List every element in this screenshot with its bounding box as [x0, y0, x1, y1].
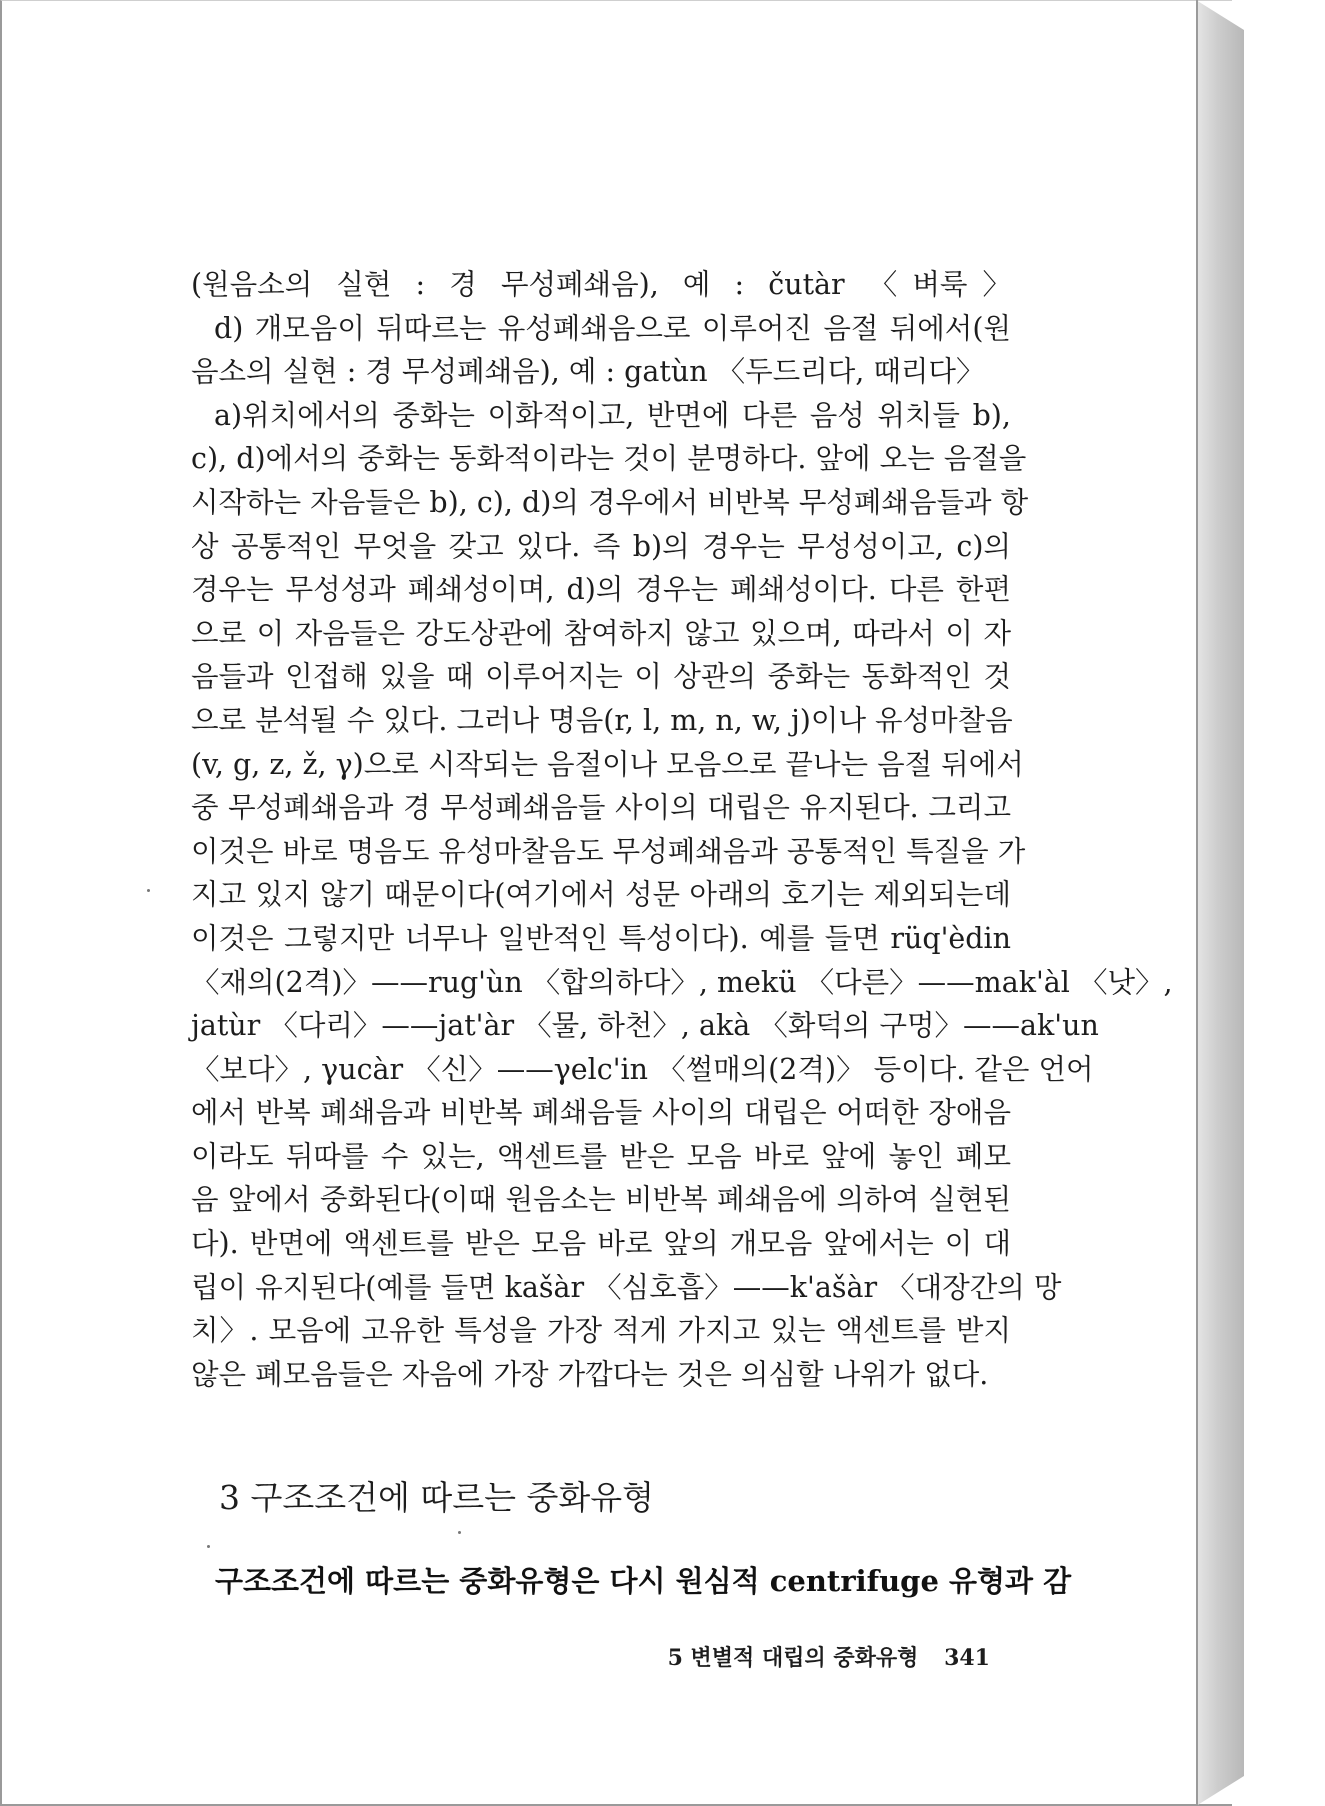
text-line: (v, g, z, ž, γ)으로 시작되는 음절이나 모음으로 끝나는 음절 뒤에서 [191, 747, 1024, 781]
text-line: 립이 유지된다(예를 들면 kašàr 〈심호흡〉——k'ašàr 〈대장간의 망 [191, 1270, 1062, 1304]
text-line: a)위치에서의 중화는 이화적이고, 반면에 다른 음성 위치들 b), [214, 398, 1011, 432]
scan-speck [458, 1531, 461, 1534]
running-footer [650, 1641, 990, 1672]
text-line: 〈재의(2격)〉——rug'ùn 〈합의하다〉, mekü 〈다른〉——mak'àl 〈낫〉, [191, 965, 1173, 999]
text-line: 치〉. 모음에 고유한 특성을 가장 적게 가지고 있는 액센트를 받지 [191, 1314, 1011, 1348]
text-line: c), d)에서의 중화는 동화적이라는 것이 분명하다. 앞에 오는 음절을 [191, 442, 1027, 476]
text-line: 음소의 실현 : 경 무성폐쇄음), 예 : gatùn 〈두드리다, 때리다〉 [191, 355, 985, 389]
text-line: jatùr 〈다리〉——jat'àr 〈물, 하천〉, akà 〈화덕의 구멍〉——ak'un [191, 1009, 1099, 1043]
text-line: 중 무성폐쇄음과 경 무성폐쇄음들 사이의 대립은 유지된다. 그리고 [191, 791, 1011, 825]
page-edge-line [1196, 0, 1198, 1806]
scan-speck [207, 1545, 210, 1548]
text-line: 경우는 무성성과 폐쇄성이며, d)의 경우는 폐쇄성이다. 다른 한편 [191, 573, 1011, 607]
section-first-line: 구조조건에 따르는 중화유형은 다시 원심적 centrifuge 유형과 감 [215, 1564, 1072, 1598]
text-line: 시작하는 자음들은 b), c), d)의 경우에서 비반복 무성폐쇄음들과 항 [191, 485, 1029, 519]
scan-speck [147, 889, 150, 892]
page-number: 341 [944, 1645, 990, 1671]
text-line: 음들과 인접해 있을 때 이루어지는 이 상관의 중화는 동화적인 것 [191, 660, 1011, 694]
text-line: 지고 있지 않기 때문이다(여기에서 성문 아래의 호기는 제외되는데 [191, 878, 1011, 912]
text-line: 상 공통적인 무엇을 갖고 있다. 즉 b)의 경우는 무성성이고, c)의 [191, 529, 1011, 563]
text-line: 으로 분석될 수 있다. 그러나 명음(r, l, m, n, w, j)이나 유성마찰음 [191, 703, 1013, 737]
text-line: 다). 반면에 액센트를 받은 모음 바로 앞의 개모음 앞에서는 이 대 [191, 1227, 1011, 1261]
section-heading: 3 구조조건에 따르는 중화유형 [219, 1478, 655, 1517]
text-line: 으로 이 자음들은 강도상관에 참여하지 않고 있으며, 따라서 이 자 [191, 616, 1011, 650]
text-line: 이라도 뒤따를 수 있는, 액센트를 받은 모음 바로 앞에 놓인 폐모 [191, 1139, 1011, 1173]
page-stack-edge [1196, 0, 1244, 1806]
body-text [191, 263, 1173, 1396]
text-line: 〈보다〉, γucàr 〈신〉——γelc'in 〈썰매의(2격)〉 등이다. 같은 언어 [191, 1052, 1094, 1086]
text-line: (원음소의 실현 : 경 무성폐쇄음), 예 : čutàr 〈벼룩〉 [191, 268, 1011, 301]
text-line: 이것은 그렇지만 너무나 일반적인 특성이다). 예를 들면 rüq'èdin [191, 921, 1011, 955]
text-line: d) 개모음이 뒤따르는 유성폐쇄음으로 이루어진 음절 뒤에서(원 [214, 311, 1011, 345]
text-line: 이것은 바로 명음도 유성마찰음도 무성폐쇄음과 공통적인 특질을 가 [191, 834, 1026, 868]
text-line: 에서 반복 폐쇄음과 비반복 폐쇄음들 사이의 대립은 어떠한 장애음 [191, 1096, 1011, 1130]
text-line: 않은 폐모음들은 자음에 가장 가깝다는 것은 의심할 나위가 없다. [191, 1357, 989, 1391]
text-line: 음 앞에서 중화된다(이때 원음소는 비반복 폐쇄음에 의하여 실현된 [191, 1183, 1011, 1217]
running-title: 5 변별적 대립의 중화유형 [667, 1645, 919, 1671]
